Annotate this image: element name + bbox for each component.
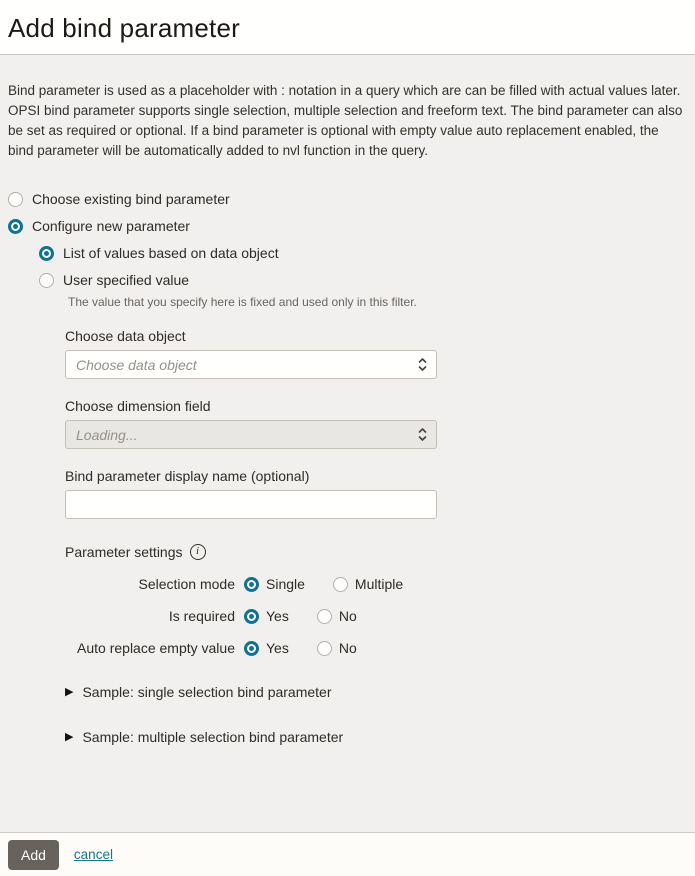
data-object-placeholder: Choose data object: [76, 356, 197, 373]
dialog-footer: [0, 832, 695, 876]
setting-row-selection-mode: [8, 576, 687, 592]
disclosure-triangle-icon[interactable]: ▶: [65, 685, 74, 698]
display-name-label: Bind parameter display name (optional): [65, 468, 310, 484]
dimension-field-select[interactable]: [65, 420, 437, 449]
option-single-label[interactable]: Single: [266, 576, 305, 592]
setting-row-auto-replace: [8, 640, 687, 656]
parameter-settings-title: Parameter settings: [65, 544, 183, 560]
radio-unselected-icon[interactable]: [333, 577, 348, 592]
radio-selected-icon[interactable]: [8, 219, 23, 234]
radio-selected-icon[interactable]: [244, 609, 259, 624]
dialog-body: [0, 55, 695, 832]
radio-choose-existing[interactable]: [8, 191, 687, 207]
radio-list-of-values-label[interactable]: List of values based on data object: [63, 245, 279, 261]
selection-mode-label: Selection mode: [138, 576, 235, 592]
field-data-object: [65, 328, 437, 379]
radio-configure-new[interactable]: [8, 218, 687, 234]
radio-unselected-icon[interactable]: [317, 609, 332, 624]
sample-multiple-selection-label[interactable]: Sample: multiple selection bind parameter: [82, 729, 344, 745]
selection-mode-option-single[interactable]: [244, 576, 305, 592]
radio-unselected-icon[interactable]: [317, 641, 332, 656]
radio-user-specified-label[interactable]: User specified value: [63, 272, 190, 288]
data-object-select[interactable]: [65, 350, 437, 379]
radio-configure-new-label[interactable]: Configure new parameter: [32, 218, 190, 234]
option-no-label[interactable]: No: [338, 640, 357, 656]
option-yes-label[interactable]: Yes: [266, 640, 289, 656]
disclosure-triangle-icon[interactable]: ▶: [65, 730, 74, 743]
radio-user-specified[interactable]: [39, 272, 687, 288]
radio-choose-existing-label[interactable]: Choose existing bind parameter: [32, 191, 230, 207]
auto-replace-option-no[interactable]: [317, 640, 357, 656]
is-required-label: Is required: [168, 608, 235, 624]
cancel-link[interactable]: cancel: [73, 847, 113, 862]
setting-row-is-required: [8, 608, 687, 624]
field-display-name: [65, 468, 437, 519]
data-object-label: Choose data object: [65, 328, 186, 344]
page-title: Add bind parameter: [8, 13, 240, 43]
option-multiple-label[interactable]: Multiple: [354, 576, 404, 592]
radio-unselected-icon[interactable]: [39, 273, 54, 288]
field-dimension-field: [65, 398, 437, 449]
dimension-field-placeholder: Loading...: [76, 426, 138, 443]
display-name-input[interactable]: [65, 490, 437, 519]
user-specified-helper-text: The value that you specify here is fixed and used only in this filter.: [68, 295, 417, 309]
radio-list-of-values[interactable]: [39, 245, 687, 261]
info-icon[interactable]: i: [190, 544, 206, 560]
option-yes-label[interactable]: Yes: [266, 608, 289, 624]
dimension-field-label: Choose dimension field: [65, 398, 211, 414]
selection-mode-option-multiple[interactable]: [333, 576, 403, 592]
is-required-option-no[interactable]: [317, 608, 357, 624]
sample-single-selection-label[interactable]: Sample: single selection bind parameter: [82, 684, 332, 700]
select-chevrons-icon: [418, 357, 427, 372]
dialog-header: [0, 0, 695, 55]
parameter-settings-header: [65, 544, 687, 560]
add-button[interactable]: Add: [8, 840, 59, 870]
radio-unselected-icon[interactable]: [8, 192, 23, 207]
radio-selected-icon[interactable]: [244, 641, 259, 656]
select-chevrons-icon: [418, 427, 427, 442]
sample-multiple-selection-disclosure[interactable]: [65, 729, 687, 745]
auto-replace-label: Auto replace empty value: [77, 640, 235, 656]
radio-selected-icon[interactable]: [39, 246, 54, 261]
option-no-label[interactable]: No: [338, 608, 357, 624]
auto-replace-option-yes[interactable]: [244, 640, 289, 656]
is-required-option-yes[interactable]: [244, 608, 289, 624]
sample-single-selection-disclosure[interactable]: [65, 684, 687, 700]
radio-selected-icon[interactable]: [244, 577, 259, 592]
bind-parameter-description: Bind parameter is used as a placeholder with : notation in a query which are can be filled with actual values later. OPSI bind parameter supports single selection, multiple selection and freeform text. The bind parameter can also be set as required or optional. If a bind parameter is optional with empty value auto replacement enabled, the bind parameter will be automatically added to nvl function in the query.: [8, 83, 683, 158]
